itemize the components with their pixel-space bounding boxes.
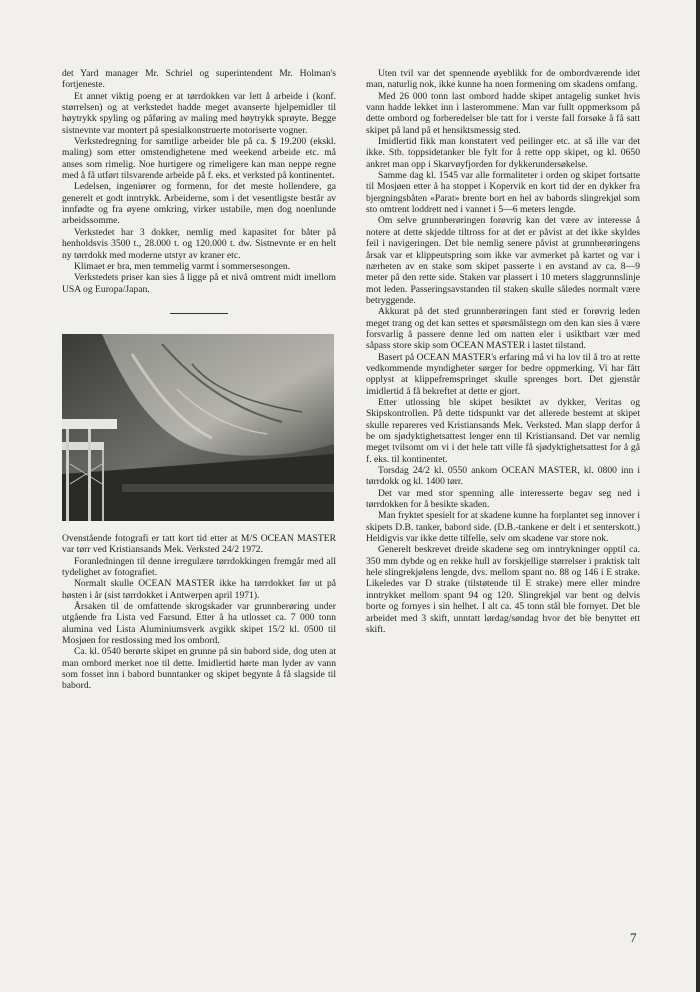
paragraph: Imidlertid fikk man konstatert ved peilinger etc. at så ille var det ikke. Stb. toppsidetanker ble fylt for å rette opp skipet, og kl. 0650 ankret man opp i Skarvøyfjorden for dykkerundersøkelse. [366,136,640,170]
paragraph: Generelt beskrevet dreide skadene seg om inntrykninger opptil ca. 350 mm dybde og en rekke hull av forskjellige størrelser i praktisk talt hele slingrekjølens lengde, dvs. mellom spant no. 88 og 146 i E strake. Likeledes var D strake (tilstøtende til E strake) mere eller mindre inntrykket mellom spant 94 og 120. Slingrekjøl var bent og delvis borte og fornyes i sin helhet. I alt ca. 45 tonn stål ble fornyet. Det ble arbeidet med 3 skift, unntatt lørdag/søndag hvor det ble benyttet ett skift. [366,544,640,635]
page-edge [696,0,700,992]
paragraph: Ledelsen, ingeniører og formenn, for det meste hollendere, ga generelt et godt inntrykk. Arbeiderne, som i det vesentligste består av innfødte og fra øyene omkring, virker ustabile, men dog noenlunde arbeidssomme. [62,181,336,227]
hull-damage-photo [62,334,334,521]
paragraph: Det var med stor spenning alle interesserte begav seg ned i tørrdokken for å besikte skaden. [366,487,640,511]
paragraph: det Yard manager Mr. Schriel og superintendent Mr. Holman's fortjeneste. [62,68,336,91]
paragraph: Basert på OCEAN MASTER's erfaring må vi ha lov til å tro at rette vedkommende myndigheter sørger for bedre oppmerking. Vi har fått opplyst at klippefremspringet skulle sprenges bort. Det gjenstår imidlertid å få bekreftet at dette er gjort. [366,351,640,397]
caption-paragraph: Normalt skulle OCEAN MASTER ikke ha tørrdokket før ut på høsten i år (sist tørrdokket i Antwerpen april 1971). [62,578,336,601]
paragraph: Etter utlossing ble skipet besiktet av dykker, Veritas og Skipskontrollen. På dette tidspunkt var det allerede bestemt at skipet skulle repareres ved Kristiansands Mek. Verksted. Man slapp derfor å be om sjødyktighetsattest lenger enn til Kristiansand. Det var nemlig meget tvilsomt om vi i det hele tatt ville få sjødyktighetsattest for å gå f. eks. til kontinentet. [366,396,640,465]
caption-paragraph: Ca. kl. 0540 berørte skipet en grunne på sin babord side, dog uten at man ombord merket noe til dette. Imidlertid hørte man lyder av vann som fosset inn i babord bunntanker og skipet begynte å få slagside til babord. [62,646,336,692]
paragraph: Verkstedets priser kan sies å ligge på et nivå omtrent midt imellom USA og Europa/Japan. [62,272,336,295]
right-column [366,68,640,635]
paragraph: Uten tvil var det spennende øyeblikk for de ombordværende idet man, naturlig nok, ikke kunne ha noen formening om skadens omfang. [366,68,640,91]
caption-paragraph: Årsaken til de omfattende skrogskader var grunnberøring under utgående fra Lista ved Farsund. Etter å ha utlosset ca. 7 000 tonn alumina ved Lista Aluminiumsverk avgikk skipet 15/2 kl. 0500 til Mosjøen for restlossing med los ombord. [62,600,336,646]
paragraph: Torsdag 24/2 kl. 0550 ankom OCEAN MASTER, kl. 0800 inn i tørrdokk og kl. 1400 tørr. [366,465,640,488]
paragraph: Med 26 000 tonn last ombord hadde skipet antagelig sunket hvis vann hadde lekket inn i lasterommene. Man var fullt oppmerksom på dette ombord og forberedelser ble tatt for i verste fall forsøke å få satt skipet på land på et hensiktsmessig sted. [366,90,640,136]
photo-illustration [62,334,334,521]
paragraph: Verkstedregning for samtlige arbeider ble på ca. $ 19.200 (ekskl. maling) som etter omstendighetene med weekend arbeide etc. må anses som rimelig. Noe hurtigere og rimeligere kan man neppe regne med å få utført tilsvarende arbeide på f. eks. et verksted på kontinentet. [62,136,336,182]
paragraph: Klimaet er bra, men temmelig varmt i sommersesongen. [74,260,291,272]
left-column [62,68,336,692]
paragraph: Man fryktet spesielt for at skadene kunne ha forplantet seg innover i skipets D.B. tanker, babord side. (D.B.-tankene er delt i et senterskott.) Heldigvis var ikke dette tilfelle, selv om skadene var store nok. [366,510,640,545]
caption-paragraph: Foranledningen til denne irregulære tørrdokkingen fremgår med all tydelighet av fotografiet. [62,555,336,578]
paragraph: Verkstedet har 3 dokker, nemlig med kapasitet for båter på henholdsvis 3500 t., 28.000 t. og 120.000 t. dw. Sistnevnte er en helt ny tørrdokk med moderne utstyr av kraner etc. [62,226,336,261]
paragraph: Et annet viktig poeng er at tørrdokken var lett å arbeide i (konf. størrelsen) og at verkstedet hadde meget avanserte hjelpemidler til høytrykk spyling og påføring av maling med høytrykk sprøyte. Begge sistnevnte var montert på spesialkonstruerte motoriserte vogner. [62,90,336,136]
caption-paragraph: Ovenstående fotografi er tatt kort tid etter at M/S OCEAN MASTER var tørr ved Kristiansands Mek. Verksted 24/2 1972. [62,532,336,556]
page-number: 7 [630,930,637,945]
paragraph: Om selve grunnberøringen forøvrig kan det være av interesse å notere at dette skjedde tiltross for at det er påvist at det ikke skyldes feil i navigeringen. Det ble nemlig senere påvist at grunnberøringens årsak var et klippeutspring som ikke var avmerket på kartet og var i nærheten av en stake som skipet passerte i en avstand av ca. 8—9 meter på den rette side. Staken var plassert i 10 meters slaggrunnslinje mot leden. Passeringsavstanden til staken skulle således normalt være betryggende. [366,215,640,306]
paragraph: Akkurat på det sted grunnberøringen fant sted er forøvrig leden meget trang og det kan settes et spørsmålstegn om den kan sies å være forsvarlig å passere denne led om natten eler i usiktbart vær med såpass store skip som OCEAN MASTER i lastet tilstand. [366,306,640,352]
section-divider [170,313,228,314]
paragraph: Samme dag kl. 1545 var alle formaliteter i orden og skipet fortsatte til Mosjøen etter å ha stoppet i Kopervik en kort tid der en dykker fra bjergningsbåten «Parat» brente bort en hel av babords slingrekjøl som sto omtrent loddrett ned i vannet i 5—6 meters lengde. [366,170,640,216]
photo-caption [62,533,336,692]
